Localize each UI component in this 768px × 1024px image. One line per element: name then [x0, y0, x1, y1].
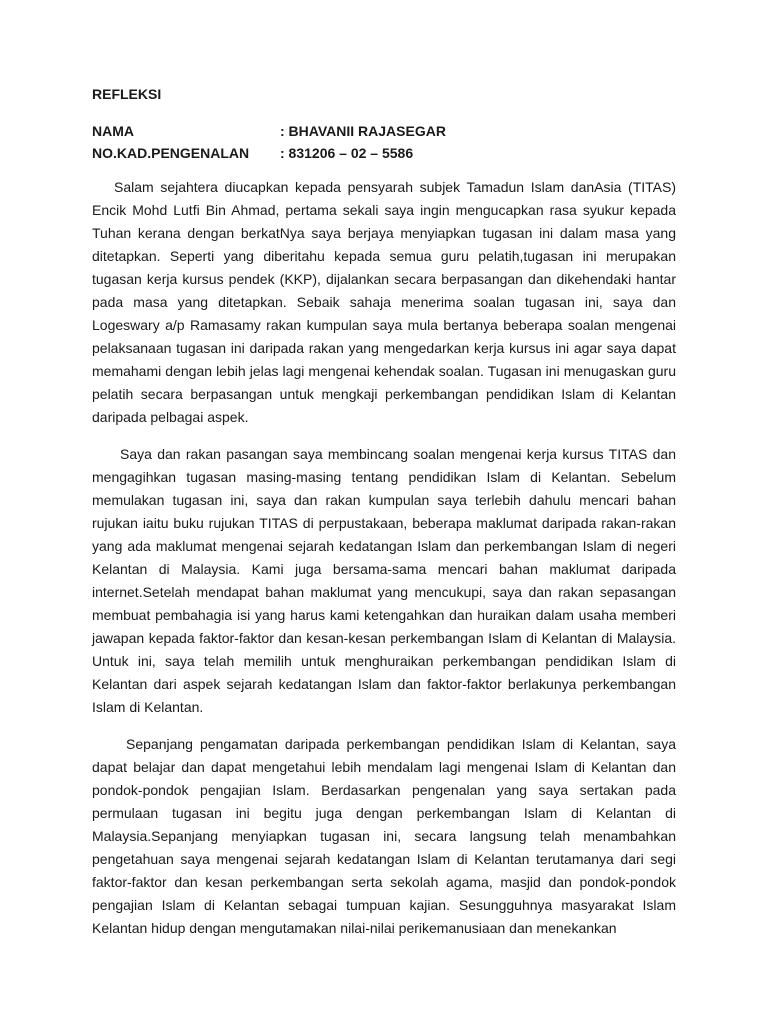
paragraph-2: Saya dan rakan pasangan saya membincang soalan mengenai kerja kursus TITAS dan mengagihkan tugasan masing-masing tentang pendidikan Islam di Kelantan. Sebelum memulakan tugasan ini, saya dan rakan kumpulan saya terlebih dahulu mencari bahan rujukan iaitu buku rujukan TITAS di perpustakaan, beberapa maklumat daripada rakan-rakan yang ada maklumat mengenai sejarah kedatangan Islam dan perkembangan Islam di negeri Kelantan di Malaysia. Kami juga bersama-sama mencari bahan maklumat daripada internet.Setelah mendapat bahan maklumat yang mencukupi, saya dan rakan sepasangan membuat pembahagia isi yang harus kami ketengahkan dan huraikan dalam usaha memberi jawapan kepada faktor-faktor dan kesan-kesan perkembangan Islam di Kelantan di Malaysia. Untuk ini, saya telah memilih untuk menghuraikan perkembangan pendidikan Islam di Kelantan dari aspek sejarah kedatangan Islam dan faktor-faktor berlakunya perkembangan Islam di Kelantan.: [92, 446, 676, 715]
paragraph-1: Salam sejahtera diucapkan kepada pensyarah subjek Tamadun Islam danAsia (TITAS) Encik Mohd Lutfi Bin Ahmad, pertama sekali saya ingin mengucapkan rasa syukur kepada Tuhan kerana dengan berkatNya saya berjaya menyiapkan tugasan ini dalam masa yang ditetapkan. Seperti yang diberitahu kepada semua guru pelatih,tugasan ini merupakan tugasan kerja kursus pendek (KKP), dijalankan secara berpasangan dan dikehendaki hantar pada masa yang ditetapkan. Sebaik sahaja menerima soalan tugasan ini, saya dan Logeswary a/p Ramasamy rakan kumpulan saya mula bertanya beberapa soalan mengenai pelaksanaan tugasan ini daripada rakan yang mengedarkan kerja kursus ini agar saya dapat memahami dengan lebih jelas lagi mengenai kehendak soalan. Tugasan ini menugaskan guru pelatih secara berpasangan untuk mengkaji perkembangan pendidikan Islam di Kelantan daripada pelbagai aspek.: [92, 179, 676, 425]
document-title: REFLEKSI: [92, 86, 162, 102]
ic-number-label: NO.KAD.PENGENALAN: [92, 145, 250, 161]
name-label: NAMA: [92, 123, 134, 139]
ic-number-value: : 831206 – 02 – 5586: [280, 145, 414, 161]
info-row-name: [92, 120, 676, 142]
document-page: [92, 84, 676, 954]
info-row-ic: [92, 142, 676, 164]
info-block: [92, 120, 676, 164]
paragraph-3: Sepanjang pengamatan daripada perkembangan pendidikan Islam di Kelantan, saya dapat belajar dan dapat mengetahui lebih mendalam lagi mengenai Islam di Kelantan dan pondok-pondok pengajian Islam. Berdasarkan pengenalan yang saya sertakan pada permulaan tugasan ini begitu juga dengan perkembangan Islam di Kelantan di Malaysia.Sepanjang menyiapkan tugasan ini, secara langsung telah menambahkan pengetahuan saya mengenai sejarah kedatangan Islam di Kelantan terutamanya dari segi faktor-faktor dan kesan perkembangan serta sekolah agama, masjid dan pondok-pondok pengajian Islam di Kelantan sebagai tumpuan kajian. Sesungguhnya masyarakat Islam Kelantan hidup dengan mengutamakan nilai-nilai perikemanusiaan dan menekankan: [92, 736, 676, 936]
name-value: : BHAVANII RAJASEGAR: [280, 123, 446, 139]
